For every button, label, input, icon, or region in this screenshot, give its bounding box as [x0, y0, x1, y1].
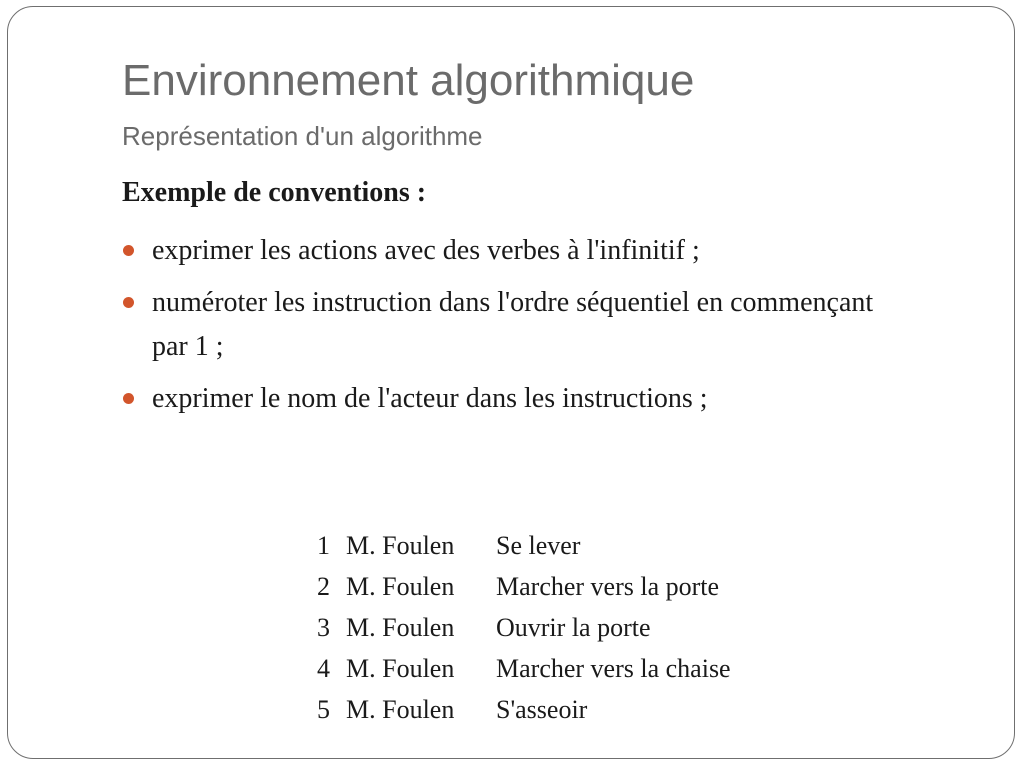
step-action: S'asseoir	[496, 695, 588, 724]
slide-title: Environnement algorithmique	[122, 56, 695, 105]
bullet-icon	[123, 393, 134, 404]
step-actor: M. Foulen	[346, 654, 455, 683]
bullet-icon	[123, 245, 134, 256]
algorithm-example	[308, 525, 731, 730]
step-number: 5	[317, 695, 330, 724]
step-actor: M. Foulen	[346, 572, 455, 601]
algorithm-step	[308, 566, 731, 607]
step-number: 1	[317, 531, 330, 560]
slide-frame	[7, 6, 1015, 759]
conventions-heading: Exemple de conventions :	[122, 177, 427, 208]
bullet-text: exprimer le nom de l'acteur dans les instructions ;	[152, 383, 708, 414]
bullet-text: exprimer les actions avec des verbes à l'infinitif ;	[152, 235, 700, 266]
step-actor: M. Foulen	[346, 695, 455, 724]
algorithm-step	[308, 689, 731, 730]
bullet-icon	[123, 297, 134, 308]
conventions-list	[122, 229, 902, 429]
step-action: Ouvrir la porte	[496, 613, 651, 642]
bullet-item	[122, 229, 902, 273]
bullet-item	[122, 281, 902, 369]
algorithm-step	[308, 525, 731, 566]
step-number: 4	[317, 654, 330, 683]
step-actor: M. Foulen	[346, 613, 455, 642]
step-action: Marcher vers la chaise	[496, 654, 731, 683]
bullet-item	[122, 377, 902, 421]
slide-subtitle: Représentation d'un algorithme	[122, 121, 483, 151]
step-action: Marcher vers la porte	[496, 572, 720, 601]
algorithm-step	[308, 607, 731, 648]
bullet-text: numéroter les instruction dans l'ordre séquentiel en commençant par 1 ;	[152, 287, 874, 362]
step-number: 3	[317, 613, 330, 642]
algorithm-step	[308, 648, 731, 689]
step-action: Se lever	[496, 531, 581, 560]
step-number: 2	[317, 572, 330, 601]
step-actor: M. Foulen	[346, 531, 455, 560]
